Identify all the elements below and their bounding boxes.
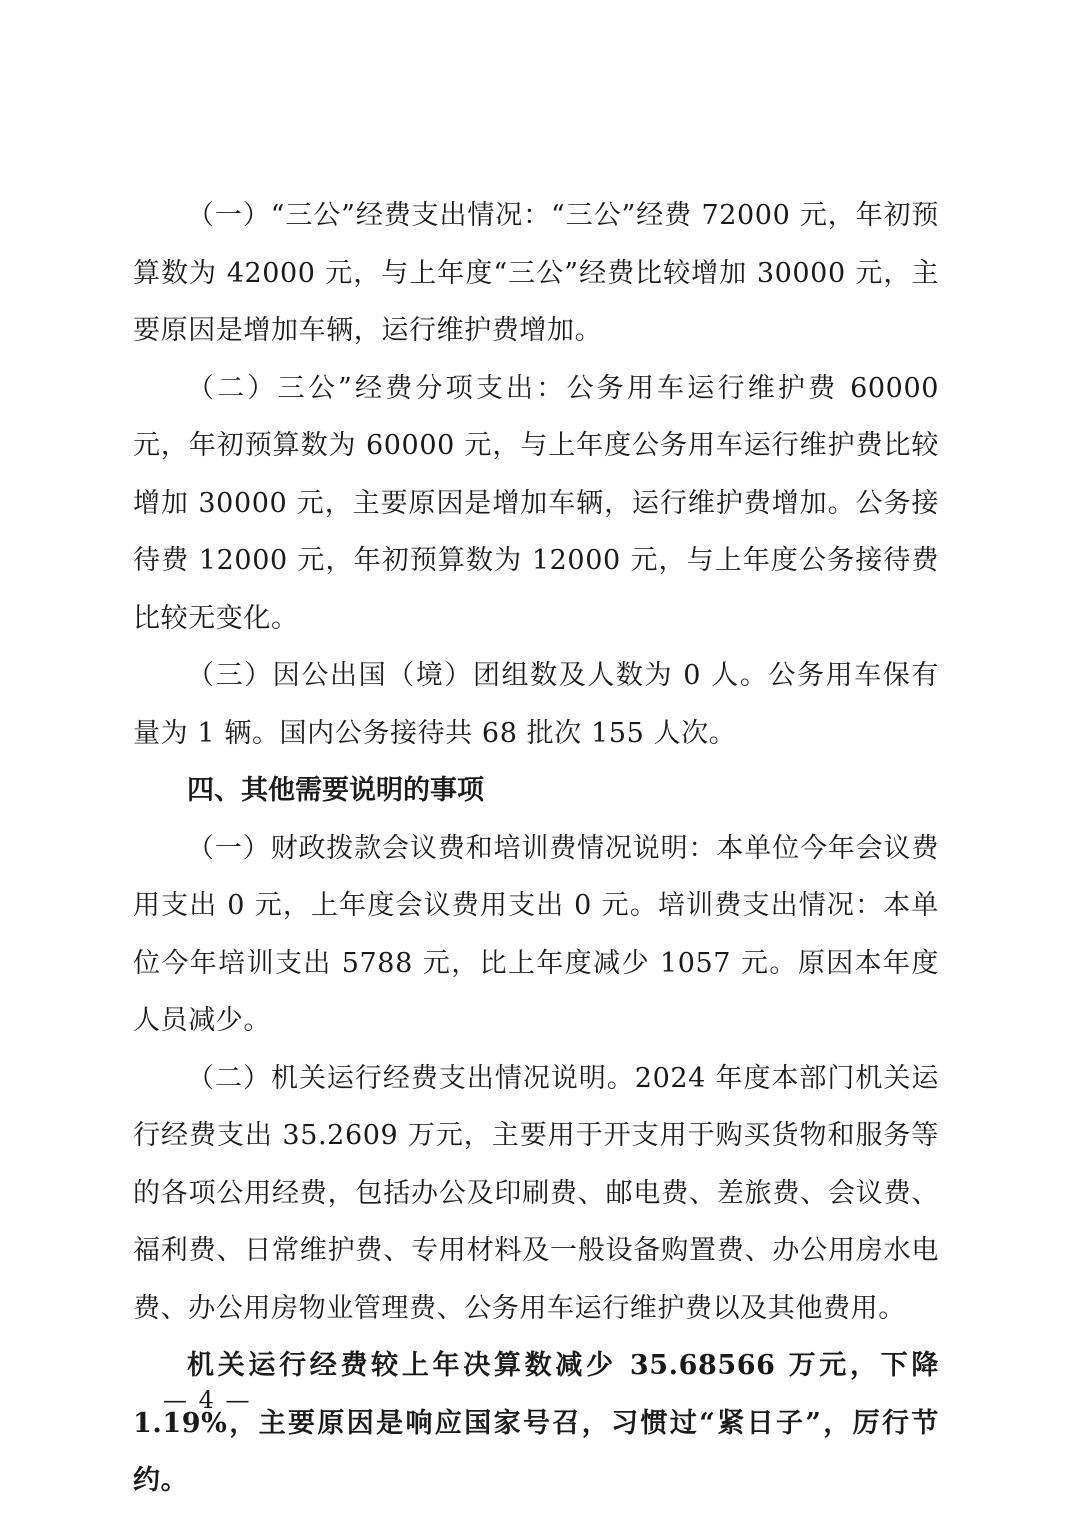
paragraph-operating-expenses: （二）机关运行经费支出情况说明。2024 年度本部门机关运行经费支出 35.2609 万元，主要用于开支用于购买货物和服务等的各项公用经费，包括办公及印刷费、邮电费、差旅费、会议费、福利费、日常维护费、专用材料及一般设备购置费、办公用房水电费、办公用房物业管理费、公务用车运行维护费以及其他费用。 [133,1062,939,1324]
paragraph-three-public-expenditure: （一）“三公”经费支出情况：“三公”经费 72000 元，年初预算数为 42000 元，与上年度“三公”经费比较增加 30000 元，主要原因是增加车辆，运行维护费增加。 [133,200,939,346]
document-body [133,187,939,1510]
section-heading-other-matters: 四、其他需要说明的事项 [187,775,484,806]
page-number: — 4 — [163,1386,252,1414]
paragraph-meeting-training-fees: （一）财政拨款会议费和培训费情况说明：本单位今年会议费用支出 0 元，上年度会议费用支出 0 元。培训费支出情况：本单位今年培训支出 5788 元，比上年度减少 1057 元。原因本年度人员减少。 [133,832,939,1036]
paragraph-operating-expenses-change: 机关运行经费较上年决算数减少 35.68566 万元，下降 1.19%，主要原因是响应国家号召，习惯过“紧日子”，厉行节约。 [133,1350,939,1496]
paragraph-overseas-and-vehicles: （三）因公出国（境）团组数及人数为 0 人。公务用车保有量为 1 辆。国内公务接待共 68 批次 155 人次。 [133,660,939,749]
paragraph-itemized-expenditure: （二）三公”经费分项支出：公务用车运行维护费 60000 元，年初预算数为 60000 元，与上年度公务用车运行维护费比较增加 30000 元，主要原因是增加车辆，运行维护费增加。公务接待费 12000 元，年初预算数为 12000 元，与上年度公务接待费比较无变化。 [133,372,939,634]
